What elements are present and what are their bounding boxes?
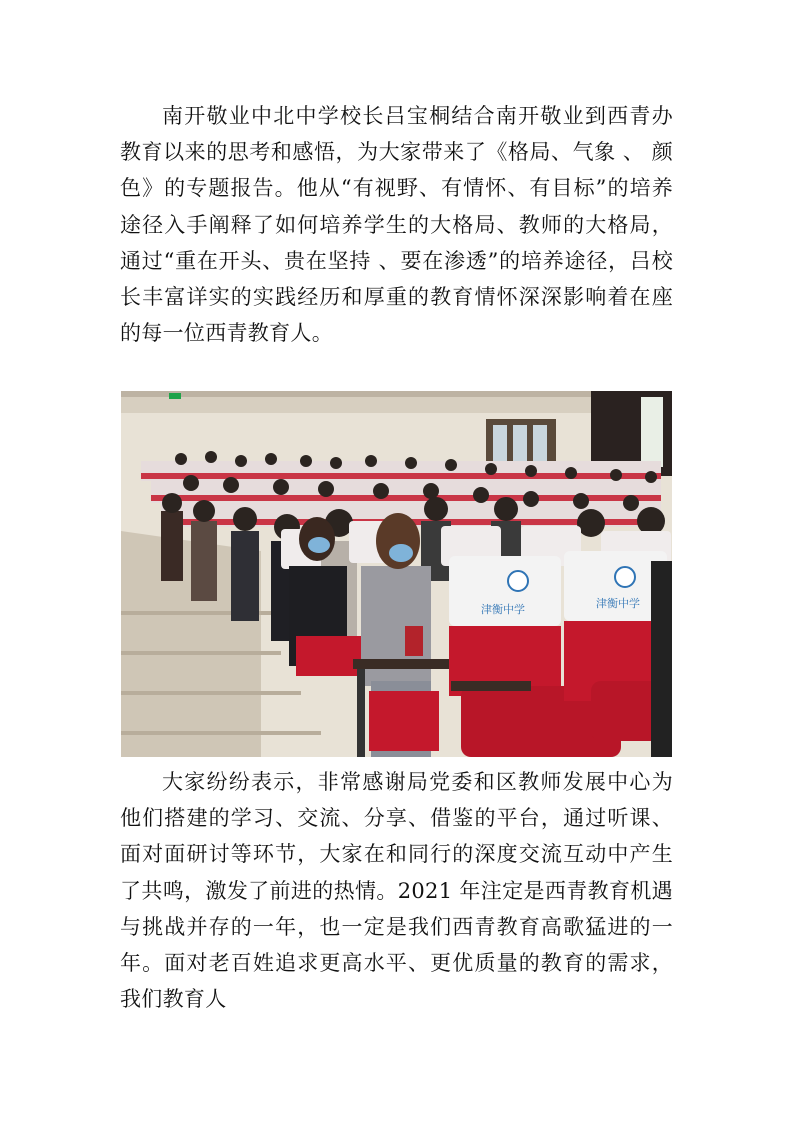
- svg-text:津衡中学: 津衡中学: [481, 603, 525, 616]
- svg-text:津衡中学: 津衡中学: [596, 597, 640, 610]
- paragraph-1: 南开敬业中北中学校长吕宝桐结合南开敬业到西青办教育以来的思考和感悟，为大家带来了《格局、气象 、 颜色》的专题报告。他从“有视野、有情怀、有目标”的培养途径入手阐释了如何培养学生的大格局、教师的大格局，通过“重在开头、贵在坚持 、要在渗透”的培养途径，吕校长丰富详实的实践经历和厚重的教育情怀深深影响着在座的每一位西青教育人。: [120, 104, 673, 346]
- auditorium-photo: [121, 391, 672, 757]
- paragraph-2: 大家纷纷表示，非常感谢局党委和区教师发展中心为他们搭建的学习、交流、分享、借鉴的平台，通过听课、面对面研讨等环节，大家在和同行的深度交流互动中产生了共鸣，激发了前进的热情。2021 年注定是西青教育机遇与挑战并存的一年，也一定是我们西青教育高歌猛进的一年。面对老百姓追求更高水平、更优质量的教育的需求，我们教育人: [120, 770, 673, 1012]
